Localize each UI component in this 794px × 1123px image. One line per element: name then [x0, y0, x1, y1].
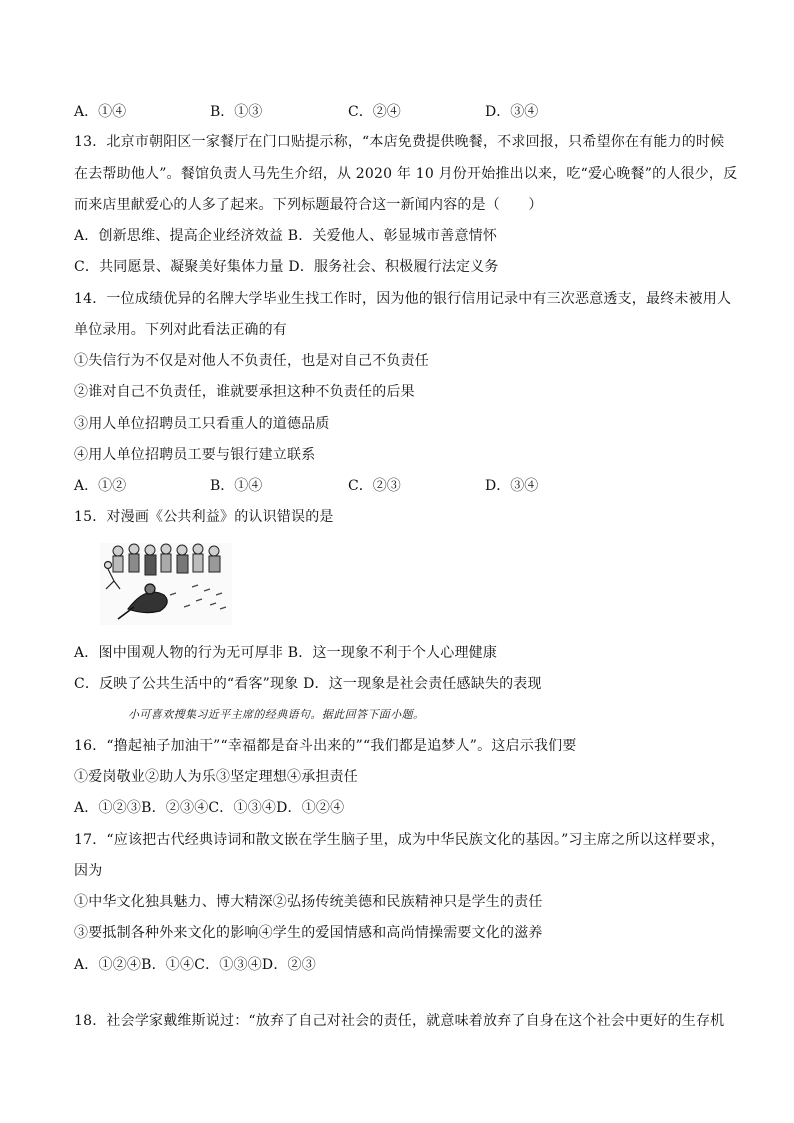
q18-stem-line-1: 18．社会学家戴维斯说过：“放弃了自己对社会的责任，就意味着放弃了自身在这个社会中更好的生存机 [74, 1013, 725, 1029]
q14-statement-3: ③用人单位招聘员工只看重人的道德品质 [74, 416, 330, 432]
q13-options-cd[interactable]: C．共同愿景、凝聚美好集体力量 D．服务社会、积极履行法定义务 [74, 259, 499, 275]
q15-stem: 15．对漫画《公共利益》的认识错误的是 [74, 509, 334, 525]
q13-stem-line-2: 在去帮助他人”。餐馆负责人马先生介绍，从 2020 年 10 月份开始推出以来，吃“爱心晚餐”的人很少，反 [74, 166, 738, 182]
q14-options [74, 476, 634, 496]
q16-statements: ①爱岗敬业②助人为乐③坚定理想④承担责任 [74, 769, 358, 785]
q17-statements-1: ①中华文化独具魅力、博大精深②弘扬传统美德和民族精神只是学生的责任 [74, 894, 543, 910]
cartoon-public-interest-image [100, 543, 232, 625]
q12-options [74, 102, 634, 122]
q14-option-b[interactable]: B．①④ [210, 478, 263, 494]
q12-option-c[interactable]: C．②④ [348, 104, 401, 120]
q13-options-ab[interactable]: A．创新思维、提高企业经济效益 B．关爱他人、彰显城市善意情怀 [74, 228, 498, 244]
q14-option-c[interactable]: C．②③ [348, 478, 401, 494]
q13-stem-line-1: 13．北京市朝阳区一家餐厅在门口贴提示称，“本店免费提供晚餐，不求回报，只希望你在有能力的时候 [74, 134, 725, 150]
q14-stem-line-1: 14．一位成绩优异的名牌大学毕业生找工作时，因为他的银行信用记录中有三次恶意透支，最终未被用人 [74, 291, 732, 307]
q14-statement-2: ②谁对自己不负责任，谁就要承担这种不负责任的后果 [74, 384, 415, 400]
q17-options[interactable]: A．①②④B．①④C．①③④D．②③ [74, 957, 316, 973]
q14-statement-4: ④用人单位招聘员工要与银行建立联系 [74, 447, 316, 463]
q17-statements-2: ③要抵制各种外来文化的影响④学生的爱国情感和高尚情操需要文化的滋养 [74, 925, 543, 941]
q12-option-a[interactable]: A．①④ [74, 104, 127, 120]
q15-options-ab[interactable]: A．图中围观人物的行为无可厚非 B．这一现象不利于个人心理健康 [74, 645, 498, 661]
q14-stem-line-2: 单位录用。下列对此看法正确的有 [74, 322, 287, 338]
q12-option-b[interactable]: B．①③ [210, 104, 263, 120]
q14-statement-1: ①失信行为不仅是对他人不负责任，也是对自己不负责任 [74, 353, 429, 369]
q16-options[interactable]: A．①②③B．②③④C．①③④D．①②④ [74, 800, 345, 816]
q14-option-a[interactable]: A．①② [74, 478, 127, 494]
q14-option-d[interactable]: D．③④ [485, 478, 539, 494]
q17-stem-line-1: 17．“应该把古代经典诗词和散文嵌在学生脑子里，成为中华民族文化的基因。”习主席之所以这样要求， [74, 832, 725, 848]
q12-option-d[interactable]: D．③④ [485, 104, 539, 120]
section-intro-note: 小可喜欢搜集习近平主席的经典语句。据此回答下面小题。 [128, 708, 425, 721]
q17-stem-line-2: 因为 [74, 863, 103, 879]
q15-options-cd[interactable]: C．反映了公共生活中的“看客”现象 D．这一现象是社会责任感缺失的表现 [74, 676, 542, 692]
q16-stem: 16．“撸起袖子加油干”“幸福都是奋斗出来的”“我们都是追梦人”。这启示我们要 [74, 738, 577, 754]
q13-stem-line-3: 而来店里献爱心的人多了起来。下列标题最符合这一新闻内容的是（ ） [74, 197, 543, 213]
